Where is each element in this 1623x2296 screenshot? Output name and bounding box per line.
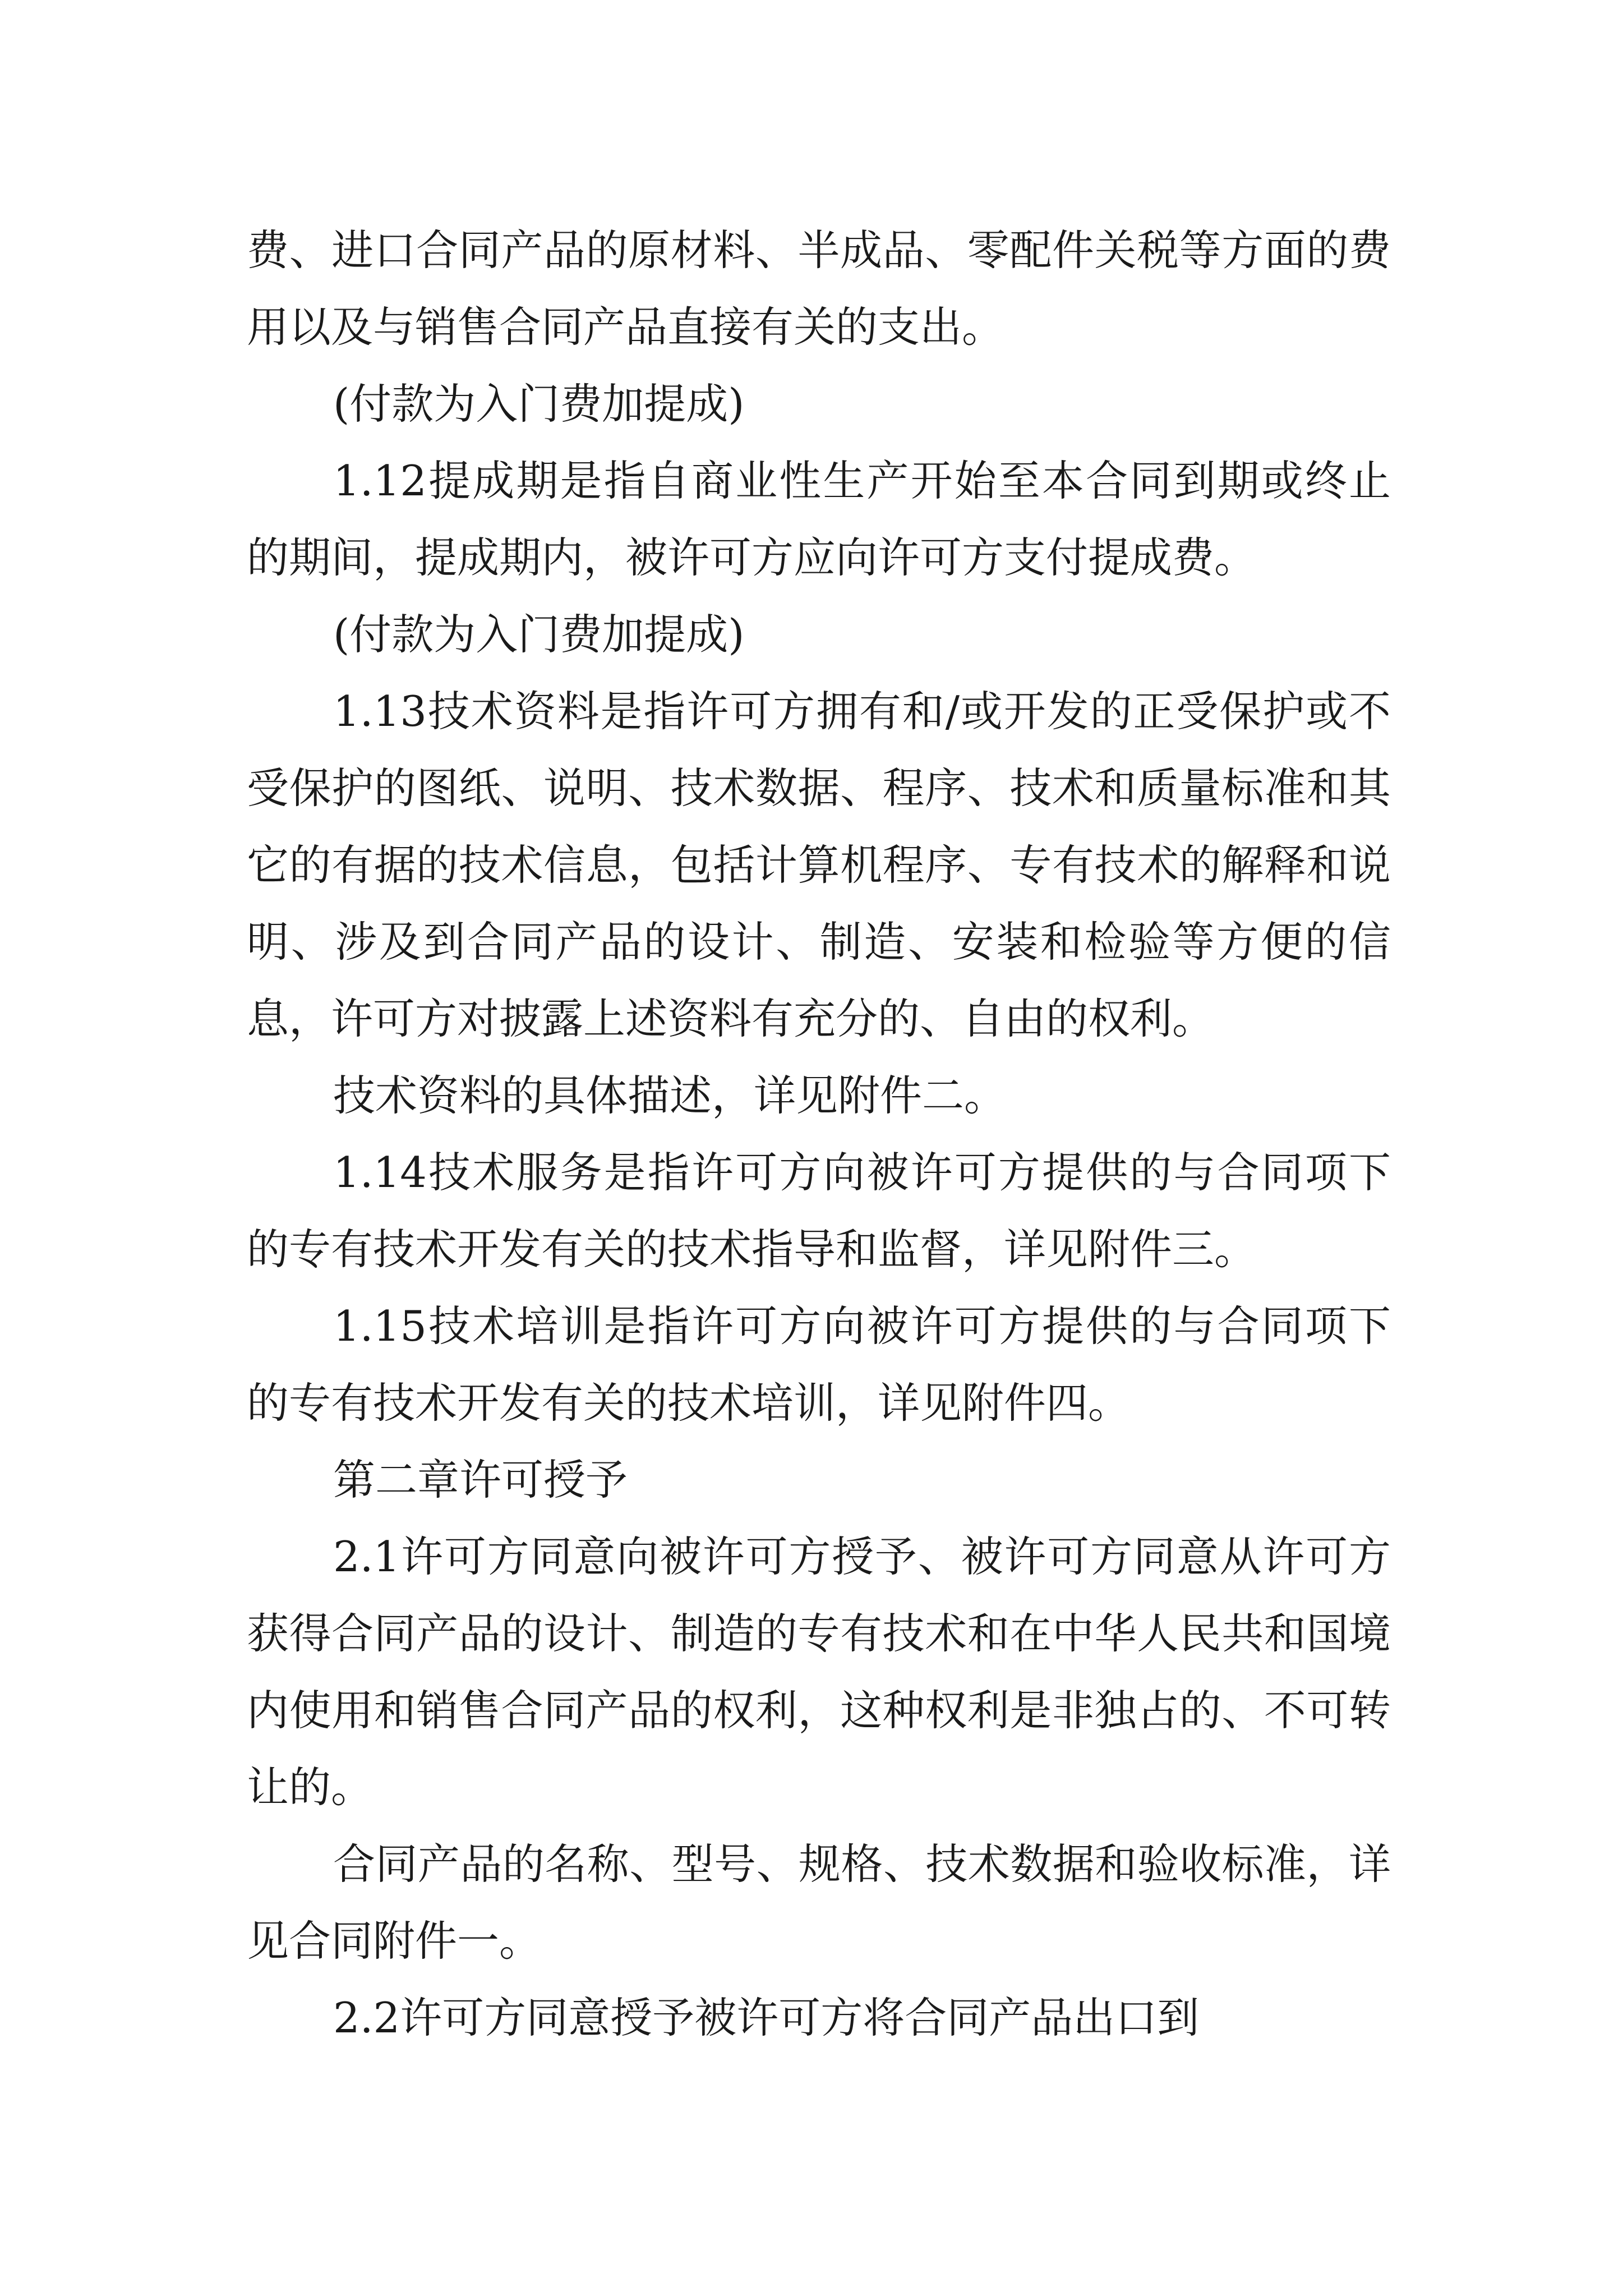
paragraph: 1.13技术资料是指许可方拥有和/或开发的正受保护或不受保护的图纸、说明、技术数据、程序、技术和质量标准和其它的有据的技术信息，包括计算机程序、专有技术的解释和说明、涉及到合同产品的设计、制造、安装和检验等方便的信息，许可方对披露上述资料有充分的、自由的权利。 xyxy=(247,687,1391,1043)
paragraph: 2.2许可方同意授予被许可方将合同产品出口到 xyxy=(333,1993,1200,2042)
paragraph: (付款为入门费加提成) xyxy=(333,379,745,429)
chapter-heading: 第二章许可授予 xyxy=(333,1455,628,1504)
paragraph: 1.12提成期是指自商业性生产开始至本合同到期或终止的期间，提成期内，被许可方应向许可方支付提成费。 xyxy=(247,456,1391,582)
paragraph: (付款为入门费加提成) xyxy=(333,610,745,659)
paragraph: 1.14技术服务是指许可方向被许可方提供的与合同项下的专有技术开发有关的技术指导和监督，详见附件三。 xyxy=(247,1148,1391,1274)
document-body xyxy=(247,212,1391,2056)
paragraph: 合同产品的名称、型号、规格、技术数据和验收标准，详见合同附件一。 xyxy=(247,1839,1391,1966)
paragraph: 技术资料的具体描述，详见附件二。 xyxy=(333,1071,1007,1120)
paragraph: 1.15技术培训是指许可方向被许可方提供的与合同项下的专有技术开发有关的技术培训，详见附件四。 xyxy=(247,1301,1391,1428)
paragraph: 费、进口合同产品的原材料、半成品、零配件关税等方面的费用以及与销售合同产品直接有关的支出。 xyxy=(247,226,1391,352)
paragraph: 2.1许可方同意向被许可方授予、被许可方同意从许可方获得合同产品的设计、制造的专有技术和在中华人民共和国境内使用和销售合同产品的权利，这种权利是非独占的、不可转让的。 xyxy=(247,1532,1391,1812)
